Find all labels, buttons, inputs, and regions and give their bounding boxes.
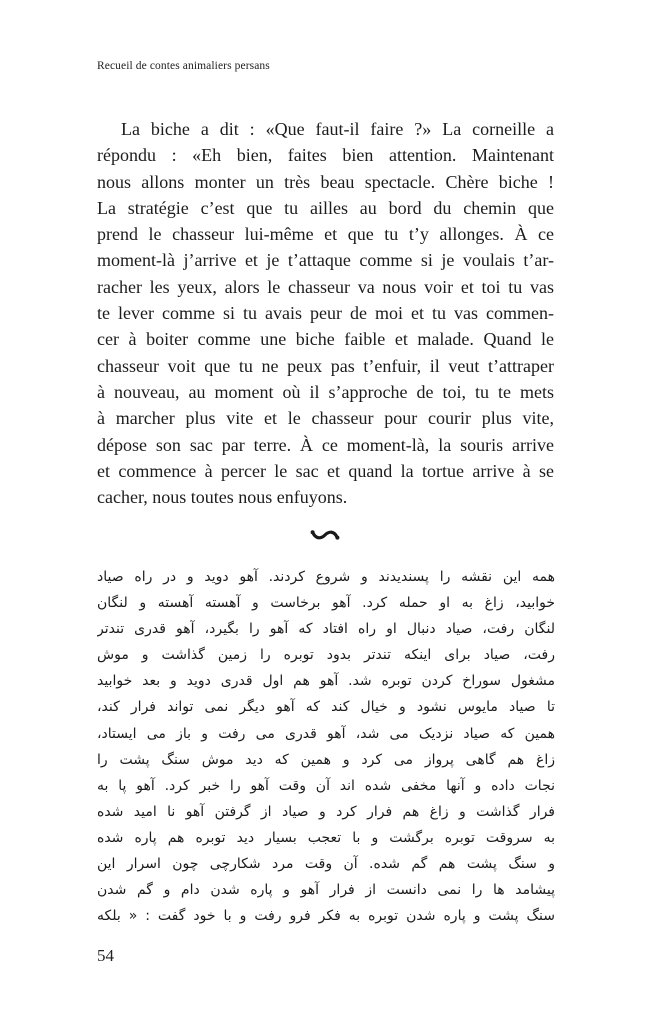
french-line: moment-là j’arrive et je t’attaque comme si je voulais t’ar- (97, 250, 554, 271)
french-line: chasseur voit que tu ne peux pas t’enfuir, il veut t’attraper (97, 355, 554, 376)
french-line: à marcher plus vite et le chasseur pour courir plus vite, (97, 408, 554, 429)
persian-line: همه این نقشه را پسندیدند و شروع کردند. آهو دوید و در راه صیاد (97, 569, 555, 585)
persian-line: رفت، صیاد برای اینکه تندتر بدود توبره را زمین گذاشت و موش (97, 647, 555, 664)
persian-line: سنگ پشت و پاره شدن توبره به فکر فرو رفت و با خود گفت : « بلکه (97, 908, 555, 925)
persian-line: پیشامد ها را نمی دانست از فرار آهو و پاره شدن دام و گم شدن (97, 882, 555, 899)
french-line: cer à boiter comme une biche faible et malade. Quand le (97, 329, 554, 350)
persian-line: نجات داده و آنها مخفی شده اند آن وقت آهو را خبر کرد. آهو پا به (97, 777, 555, 794)
french-paragraph (97, 116, 554, 510)
french-line: te lever comme si tu avais peur de moi et tu vas commen- (97, 303, 554, 324)
persian-line: به سروقت توبره برگشت و با تعجب بسیار دید توبره هم پاره شده (97, 829, 555, 846)
french-line: à nouveau, au moment où il s’approche de toi, tu te mets (97, 381, 554, 402)
persian-line: خوابید، زاغ به او حمله کرد. آهو برخاست و آهسته آهسته و لنگان (97, 595, 555, 612)
french-line: racher les yeux, alors le chasseur va nous voir et toi tu vas (97, 276, 554, 297)
persian-paragraph (97, 564, 555, 929)
french-line: et commence à percer le sac et quand la tortue arrive à se (97, 460, 554, 481)
french-line: prend le chasseur lui-même et que tu t’y allonges. À ce (97, 224, 554, 245)
french-line: répondu : «Eh bien, faites bien attention. Maintenant (97, 145, 554, 166)
french-line: dépose son sac par terre. À ce moment-là, la souris arrive (97, 434, 554, 455)
swash-ornament-icon (310, 527, 340, 543)
persian-line: همین که صیاد نزدیک می شد، آهو قدری می رفت و باز می ایستاد، (97, 725, 555, 742)
persian-line: زاغ هم گاهی پرواز می کرد و همین که دید موش سنگ پشت را (97, 751, 555, 768)
running-header: Recueil de contes animaliers persans (97, 60, 270, 72)
persian-line: و سنگ پشت هم گم شده. آن وقت مرد شکارچی چون اسرار این (97, 856, 555, 873)
persian-line: فرار گذاشت و زاغ هم فرار کرد و صیاد از گرفتن آهو نا امید شده (97, 803, 555, 820)
french-line: La biche a dit : «Que faut-il faire ?» La corneille a (121, 119, 554, 139)
persian-line: مشغول سوراخ کردن توبره شد. آهو هم اول قدری دوید و بعد خوابید (97, 673, 555, 690)
page-number: 54 (97, 946, 114, 965)
french-line: nous allons monter un très beau spectacle. Chère biche ! (97, 171, 554, 192)
french-line: cacher, nous toutes nous enfuyons. (97, 487, 348, 508)
persian-line: لنگان رفت، صیاد دنبال او راه افتاد که آهو را بگیرد، آهو قدری تندتر (97, 621, 555, 638)
persian-line: تا صیاد مایوس نشود و خیال کند که آهو دیگر نمی تواند فرار کند، (97, 699, 555, 716)
french-line: La stratégie c’est que tu ailles au bord du chemin que (97, 197, 554, 218)
